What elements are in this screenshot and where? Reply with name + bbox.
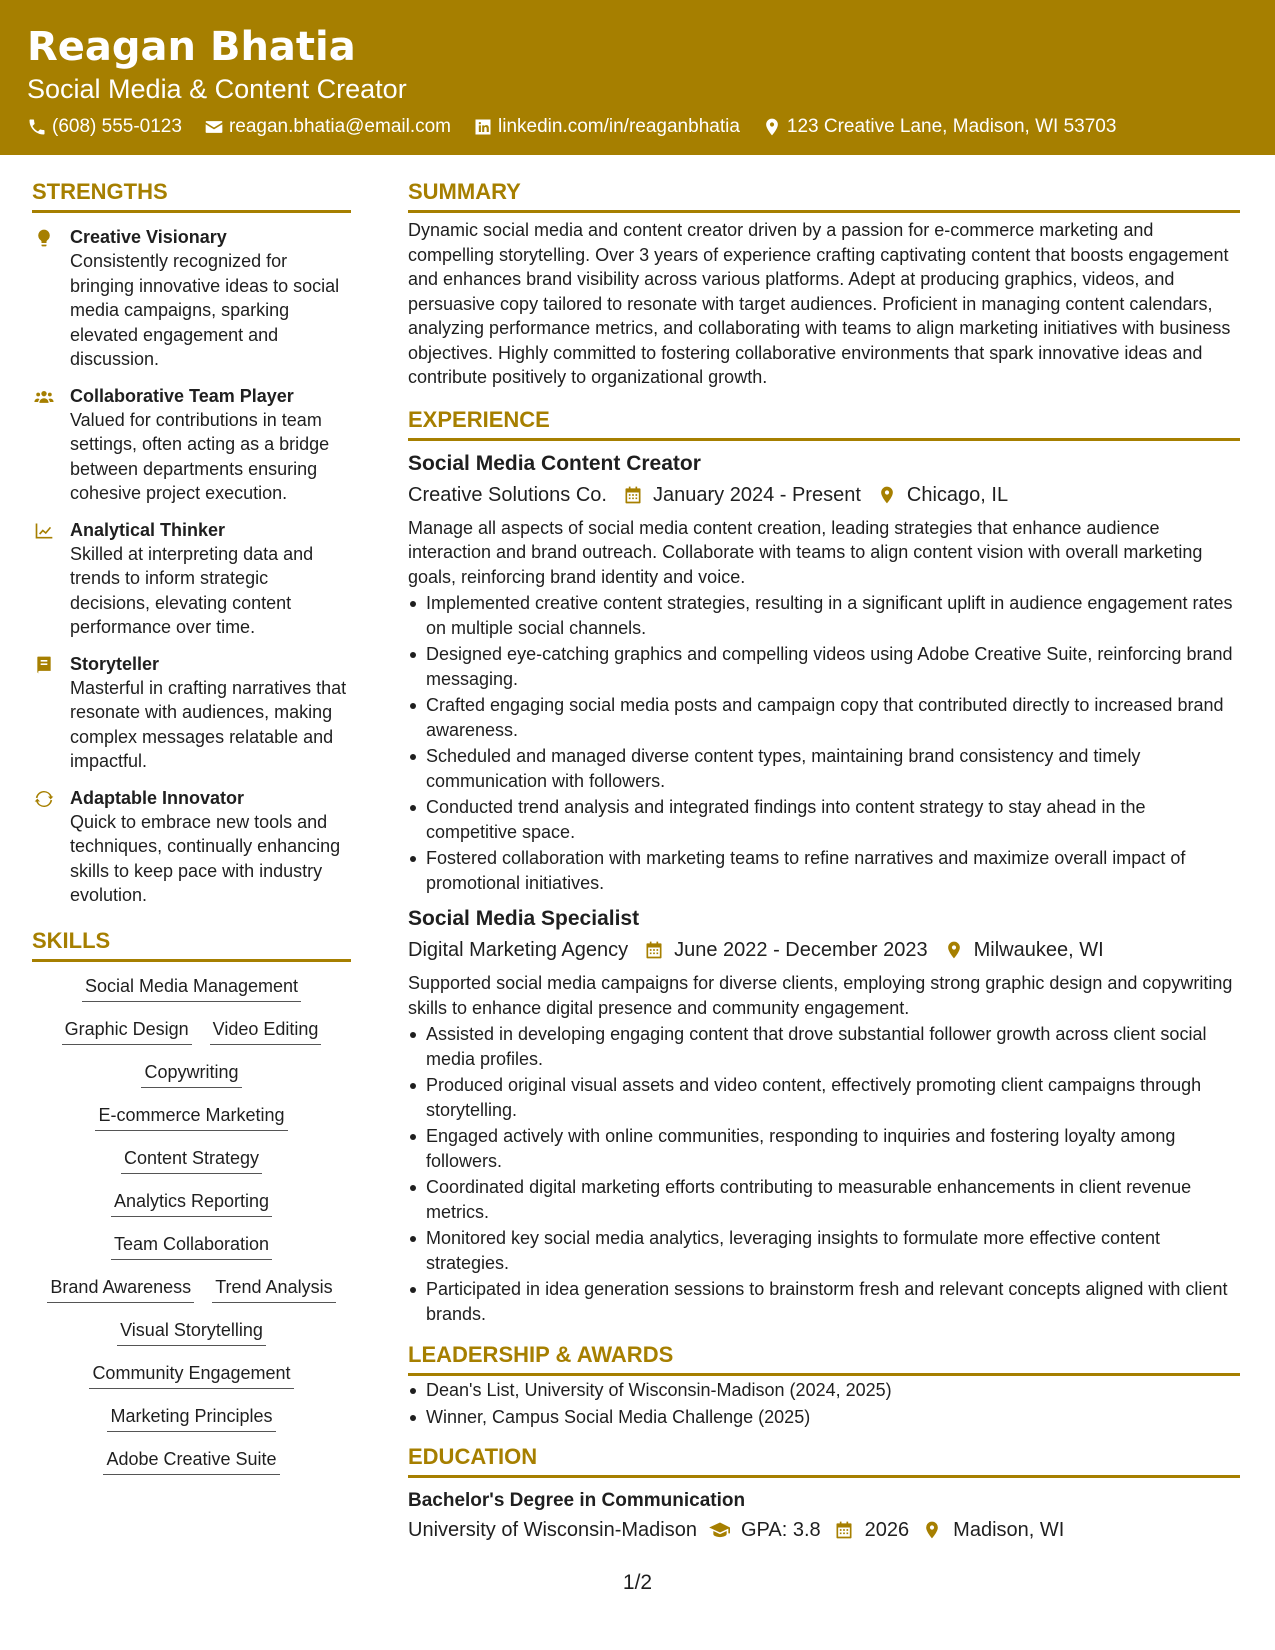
address-text: 123 Creative Lane, Madison, WI 53703 (786, 116, 1117, 137)
strength-title: Collaborative Team Player (70, 385, 294, 406)
resume-header (0, 0, 1275, 155)
users-icon (34, 387, 54, 407)
skill-tag: Graphic Design (62, 1017, 192, 1045)
job-title: Social Media Content Creator (408, 451, 701, 475)
graduation-cap-icon (709, 1520, 731, 1540)
job-location (877, 481, 1008, 509)
strength-title: Creative Visionary (70, 227, 227, 247)
left-column (32, 178, 351, 1475)
skill-tag: Community Engagement (89, 1361, 293, 1389)
education-school (408, 1516, 697, 1544)
contact-phone (27, 116, 182, 138)
education-school-text: University of Wisconsin-Madison (408, 1519, 697, 1541)
map-marker-icon (944, 940, 964, 960)
list-item: Winner, Campus Social Media Challenge (2025) (408, 1405, 1240, 1430)
job-description: Supported social media campaigns for diverse clients, employing strong graphic design and copywriting skills to enhance digital presence and community engagement. (408, 973, 1233, 1018)
job-location-text: Milwaukee, WI (973, 939, 1104, 961)
map-marker-icon (877, 485, 897, 505)
job-bullets (408, 1022, 1240, 1326)
leadership-list (408, 1378, 1240, 1429)
job-entry (408, 450, 1240, 896)
strength-desc: Quick to embrace new tools and techniques, continually enhancing skills to keep pace with industry evolution. (70, 811, 341, 905)
job-description: Manage all aspects of social media content creation, leading strategies that enhance audience interaction and brand outreach. Collaborate with teams to align content vision with overall marketing goals, reinforcing brand identity and voice. (408, 517, 1203, 587)
calendar-icon (623, 485, 643, 505)
job-meta (408, 936, 1240, 964)
job-company: Creative Solutions Co. (408, 483, 607, 506)
book-icon (34, 655, 54, 675)
education-year-text: 2026 (864, 1519, 910, 1541)
skill-tag: Trend Analysis (212, 1275, 335, 1303)
job-dates (644, 936, 928, 964)
job-dates (623, 481, 861, 509)
envelope-icon (204, 117, 224, 137)
strengths-list (32, 225, 351, 908)
strength-item (32, 225, 351, 372)
list-item: Dean's List, University of Wisconsin-Madison (2024, 2025) (408, 1378, 1240, 1403)
strength-desc: Masterful in crafting narratives that resonate with audiences, making complex messages relatable and impactful. (70, 677, 347, 771)
email-link[interactable]: reagan.bhatia@email.com (228, 116, 452, 137)
contact-email[interactable] (204, 116, 451, 138)
skill-tag: Copywriting (141, 1060, 241, 1088)
education-location-text: Madison, WI (953, 1519, 1065, 1541)
sync-icon (34, 789, 54, 809)
strengths-heading: STRENGTHS (32, 178, 351, 213)
strength-desc: Consistently recognized for bringing innovative ideas to social media campaigns, sparking elevated engagement and discussion. (70, 251, 340, 369)
job-dates-text: January 2024 - Present (652, 483, 861, 506)
experience-heading: EXPERIENCE (408, 406, 1240, 441)
strength-item (32, 518, 351, 640)
list-item: Crafted engaging social media posts and campaign copy that contributed directly to increased brand awareness. (408, 693, 1240, 742)
candidate-title: Social Media & Content Creator (27, 74, 407, 104)
education-degree: Bachelor's Degree in Communication (408, 1490, 746, 1511)
map-marker-icon (762, 117, 782, 137)
education-year (833, 1516, 910, 1544)
leadership-heading: LEADERSHIP & AWARDS (408, 1341, 1240, 1376)
skill-tag: Video Editing (210, 1017, 322, 1045)
strength-item (32, 652, 351, 774)
list-item: Fostered collaboration with marketing teams to refine narratives and maximize overall impact of promotional initiatives. (408, 846, 1240, 895)
contact-linkedin[interactable] (473, 116, 740, 138)
skill-tag: Visual Storytelling (117, 1318, 266, 1346)
calendar-icon (644, 940, 664, 960)
list-item: Designed eye-catching graphics and compelling videos using Adobe Creative Suite, reinforcing brand messaging. (408, 642, 1240, 691)
skills-list (32, 974, 351, 1475)
list-item: Scheduled and managed diverse content types, maintaining brand consistency and timely communication with followers. (408, 744, 1240, 793)
list-item: Engaged actively with online communities, responding to inquiries and fostering loyalty among followers. (408, 1124, 1240, 1173)
strength-item (32, 786, 351, 908)
education-heading: EDUCATION (408, 1443, 1240, 1478)
strength-title: Analytical Thinker (70, 519, 226, 540)
skill-tag: Analytics Reporting (111, 1189, 272, 1217)
list-item: Assisted in developing engaging content that drove substantial follower growth across client social media profiles. (408, 1022, 1240, 1071)
job-location (944, 936, 1104, 964)
list-item: Coordinated digital marketing efforts contributing to measurable enhancements in client revenue metrics. (408, 1175, 1240, 1224)
list-item: Participated in idea generation sessions to brainstorm fresh and relevant concepts aligned with client brands. (408, 1277, 1240, 1326)
candidate-name: Reagan Bhatia (27, 24, 356, 70)
job-bullets (408, 591, 1240, 895)
strength-desc: Skilled at interpreting data and trends to inform strategic decisions, elevating content performance over time. (70, 543, 314, 637)
strength-item (32, 384, 351, 506)
lightbulb-icon (34, 228, 54, 248)
skill-tag: E-commerce Marketing (95, 1103, 287, 1131)
strength-desc: Valued for contributions in team settings, often acting as a bridge between departments ensuring cohesive project execution. (70, 409, 330, 503)
education-meta (408, 1516, 1240, 1544)
summary-text: Dynamic social media and content creator driven by a passion for e-commerce marketing and compelling storytelling. Over 3 years of experience crafting captivating content that boosts engagement and enhances brand visibility across various platforms. Adept at producing graphics, videos, and persuasive copy tailored to resonate with target audiences. Proficient in managing content calendars, analyzing performance metrics, and collaborating with teams to align marketing initiatives with business objectives. Highly committed to fostering collaborative environments that spark innovative ideas and contribute positively to organizational growth. (408, 220, 1231, 387)
job-meta (408, 481, 1240, 509)
education-gpa (709, 1516, 821, 1544)
skill-tag: Team Collaboration (111, 1232, 272, 1260)
chart-line-icon (34, 521, 54, 541)
skill-tag: Content Strategy (121, 1146, 262, 1174)
linkedin-link[interactable]: linkedin.com/in/reaganbhatia (498, 116, 740, 137)
job-entry (408, 905, 1240, 1326)
contact-address (762, 116, 1117, 138)
calendar-icon (833, 1520, 855, 1540)
job-location-text: Chicago, IL (906, 483, 1009, 506)
skill-tag: Social Media Management (82, 974, 301, 1002)
contact-bar (27, 116, 1248, 138)
education-location (921, 1516, 1064, 1544)
skill-tag: Brand Awareness (47, 1275, 194, 1303)
strength-title: Adaptable Innovator (70, 787, 245, 808)
phone-text: (608) 555-0123 (52, 116, 182, 137)
map-marker-icon (921, 1520, 943, 1540)
list-item: Produced original visual assets and video content, effectively promoting client campaigns through storytelling. (408, 1073, 1240, 1122)
skills-heading: SKILLS (32, 927, 351, 962)
list-item: Conducted trend analysis and integrated findings into content strategy to stay ahead in the competitive space. (408, 795, 1240, 844)
page-indicator: 1/2 (622, 1571, 653, 1594)
list-item: Monitored key social media analytics, leveraging insights to formulate more effective content strategies. (408, 1226, 1240, 1275)
strength-title: Storyteller (70, 653, 160, 674)
skill-tag: Adobe Creative Suite (103, 1447, 279, 1475)
job-company: Digital Marketing Agency (408, 939, 629, 961)
right-column (408, 178, 1240, 1544)
list-item: Implemented creative content strategies, resulting in a significant uplift in audience engagement rates on multiple social channels. (408, 591, 1240, 640)
skill-tag: Marketing Principles (107, 1404, 275, 1432)
job-dates-text: June 2022 - December 2023 (674, 939, 928, 961)
linkedin-icon (473, 117, 493, 137)
job-title: Social Media Specialist (408, 907, 640, 930)
phone-icon (27, 117, 47, 137)
summary-heading: SUMMARY (408, 178, 1240, 213)
education-gpa-text: GPA: 3.8 (740, 1519, 821, 1541)
